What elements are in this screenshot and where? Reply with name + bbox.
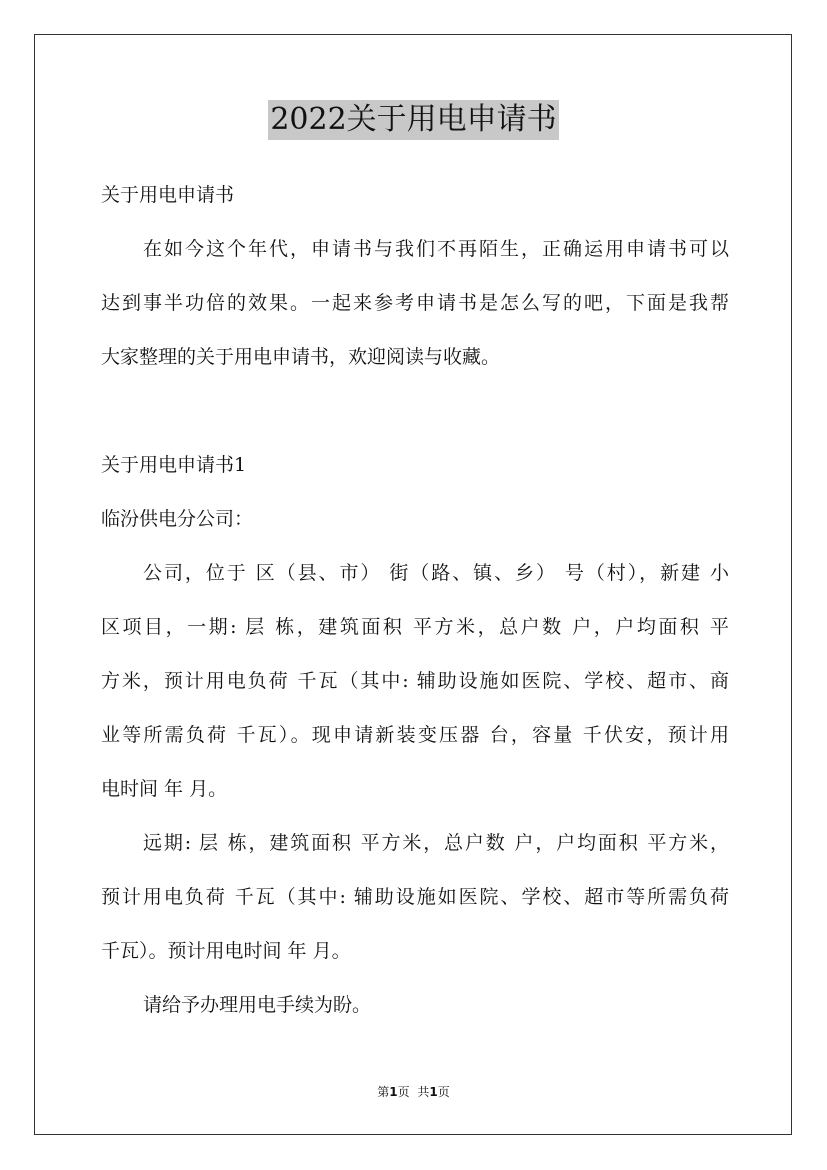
paragraph-line: 请给予办理用电手续为盼。 — [143, 994, 372, 1016]
total-prefix: 共 — [417, 1085, 430, 1099]
document-title: 2022关于用电申请书 — [268, 100, 558, 140]
paragraph-line: 大家整理的关于用电申请书，欢迎阅读与收藏。 — [101, 346, 501, 368]
total-pages: 1 — [429, 1085, 438, 1099]
page-prefix: 第 — [377, 1085, 390, 1099]
paragraph-line: 千瓦）。预计用电时间 年 月。 — [101, 940, 351, 962]
paragraph-line: 预计用电负荷 千瓦（其中: 辅助设施如医院、学校、超市等所需负荷 — [101, 886, 729, 908]
page-footer — [0, 1083, 827, 1101]
paragraph-line: 在如今这个年代，申请书与我们不再陌生，正确运用申请书可以 — [143, 238, 729, 260]
paragraph-line: 区项目，一期: 层 栋，建筑面积 平方米，总户数 户，户均面积 平 — [101, 616, 729, 638]
paragraph-line: 公司，位于 区（县、市） 街（路、镇、乡） 号（村），新建 小 — [143, 562, 729, 584]
salutation: 临汾供电分公司： — [101, 508, 254, 530]
page-number: 1 — [389, 1085, 398, 1099]
paragraph-line: 达到事半功倍的效果。一起来参考申请书是怎么写的吧，下面是我帮 — [101, 292, 729, 314]
title-container — [0, 100, 827, 140]
section-heading: 关于用电申请书1 — [101, 454, 247, 476]
blank-line — [101, 384, 729, 438]
paragraph-line: 业等所需负荷 千瓦）。现申请新装变压器 台，容量 千伏安，预计用 — [101, 724, 729, 746]
document-body — [101, 168, 729, 1032]
paragraph-line: 远期: 层 栋，建筑面积 平方米，总户数 户，户均面积 平方米， — [143, 832, 729, 854]
section-heading: 关于用电申请书 — [101, 184, 235, 206]
total-suffix: 页 — [437, 1085, 450, 1099]
paragraph-line: 电时间 年 月。 — [101, 778, 228, 800]
page-suffix: 页 — [397, 1085, 410, 1099]
paragraph-line: 方米，预计用电负荷 千瓦（其中: 辅助设施如医院、学校、超市、商 — [101, 670, 729, 692]
